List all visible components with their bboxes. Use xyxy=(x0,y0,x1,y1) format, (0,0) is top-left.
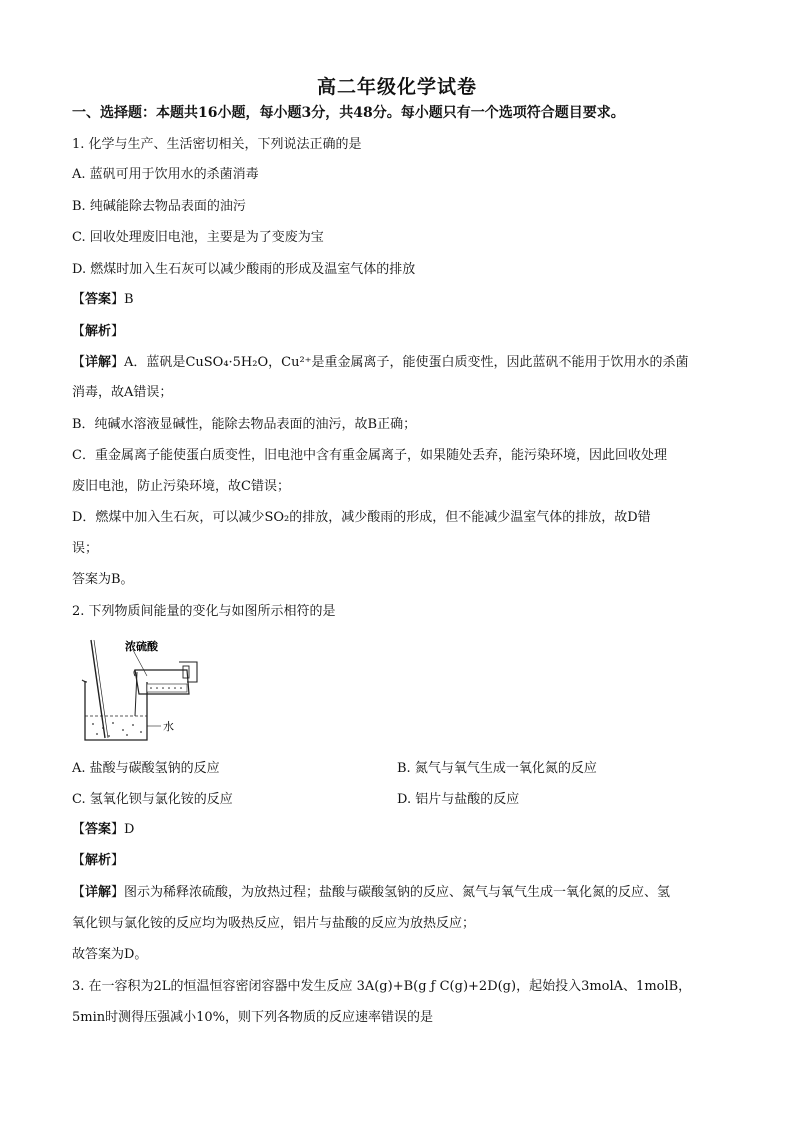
q2-analysis-tag: 解析 xyxy=(85,853,112,868)
acid-spout xyxy=(134,670,135,676)
q2-answer-tag: 答案 xyxy=(85,822,112,837)
q2-detail-text-1: 图示为稀释浓硫酸，为放热过程；盐酸与碳酸氢钠的反应、氮气与氧气生成一氧化氮的反应、氢 xyxy=(124,885,671,900)
q1-detail-d xyxy=(72,509,651,527)
q1-analysis-heading: 【解析】 xyxy=(72,324,125,339)
q1-detail-a-cont: 消毒，故A错误； xyxy=(72,385,173,400)
acid-label: 浓硫酸 xyxy=(125,640,158,653)
q1-detail-c-cont: 废旧电池，防止污染环境，故C错误； xyxy=(72,479,290,494)
q1-detail-c: C．重金属离子能使蛋白质变性，旧电池中含有重金属离子，如果随处丢弃，能污染环境，因此回收处理 xyxy=(72,448,667,463)
q2-option-c: C. 氢氧化钡与氯化铵的反应 xyxy=(72,792,233,807)
q2-option-a: A. 盐酸与碳酸氢钠的反应 xyxy=(72,761,220,776)
dilution-diagram xyxy=(75,636,205,746)
q2-detail-cont: 氧化钡与氯化铵的反应均为吸热反应，铝片与盐酸的反应为放热反应； xyxy=(72,916,476,931)
q1-conclusion: 答案为B。 xyxy=(72,572,134,587)
q1-analysis-tag: 解析 xyxy=(85,324,112,339)
q1-detail-tag: 详解 xyxy=(85,355,112,370)
q2-answer: 【答案】D xyxy=(72,822,135,837)
q1-detail-a-text-1: A．蓝矾是 xyxy=(124,355,186,370)
glass-rod-edge xyxy=(94,640,108,738)
q1-answer-value: B xyxy=(124,292,134,307)
q2-option-b: B. 氮气与氧气生成一氧化氮的反应 xyxy=(397,761,597,776)
q1-answer: 【答案】B xyxy=(72,292,134,307)
q1-detail-d-cont: 误； xyxy=(72,541,99,556)
q3-stem: 3. 在一容积为2L的恒温恒容密闭容器中发生反应 3A(g)+B(g ƒ C(g)+2D(g)，起始投入3molA、1molB， xyxy=(72,979,692,994)
section-heading: 一、选择题：本题共16小题，每小题3分，共48分。每小题只有一个选项符合题目要求。 xyxy=(72,105,625,121)
q1-stem: 1. 化学与生产、生活密切相关，下列说法正确的是 xyxy=(72,137,362,152)
q1-option-d: D. 燃煤时加入生石灰可以减少酸雨的形成及温室气体的排放 xyxy=(72,262,416,277)
water-label: 水 xyxy=(163,720,174,733)
q1-detail-b: B．纯碱水溶液显碱性，能除去物品表面的油污，故B正确； xyxy=(72,417,417,432)
q1-detail-a: 【详解】A．蓝矾是CuSO₄·5H₂O，Cu²⁺是重金属离子，能使蛋白质变性，因此蓝矾不能用于饮用水的杀菌 xyxy=(72,355,689,370)
q2-detail-tag: 详解 xyxy=(85,885,112,900)
q2-conclusion: 故答案为D。 xyxy=(72,947,148,962)
q1-answer-tag: 答案 xyxy=(85,292,112,307)
beaker-lip xyxy=(82,680,87,682)
q1-detail-a-formula: CuSO₄·5H₂O，Cu²⁺ xyxy=(185,355,312,370)
q3-stem-cont: 5min时测得压强减小10%，则下列各物质的反应速率错误的是 xyxy=(72,1010,434,1025)
q2-stem: 2. 下列物质间能量的变化与如图所示相符的是 xyxy=(72,604,336,619)
q1-detail-d-formula: SO₂ xyxy=(264,510,290,525)
q2-option-d: D. 铝片与盐酸的反应 xyxy=(397,792,520,807)
q2-detail: 【详解】图示为稀释浓硫酸，为放热过程；盐酸与碳酸氢钠的反应、氮气与氧气生成一氧化氮的反应、氢 xyxy=(72,885,671,900)
page-title: 高二年级化学试卷 xyxy=(316,76,477,98)
q2-answer-value: D xyxy=(124,822,135,837)
q1-detail-a-text-2: 是重金属离子，能使蛋白质变性，因此蓝矾不能用于饮用水的杀菌 xyxy=(311,355,689,370)
q1-option-c: C. 回收处理废旧电池，主要是为了变废为宝 xyxy=(72,230,324,245)
q1-detail-d-text-2: 的排放，减少酸雨的形成，但不能减少温室气体的排放，故D错 xyxy=(289,510,651,525)
water-dots xyxy=(92,722,142,737)
q1-option-b: B. 纯碱能除去物品表面的油污 xyxy=(72,199,246,214)
beaker-outline xyxy=(85,682,147,740)
q1-detail-d-text-1: D．燃煤中加入生石灰，可以减少 xyxy=(72,510,265,525)
q1-option-a: A. 蓝矾可用于饮用水的杀菌消毒 xyxy=(72,167,259,182)
q2-analysis-heading: 【解析】 xyxy=(72,853,125,868)
